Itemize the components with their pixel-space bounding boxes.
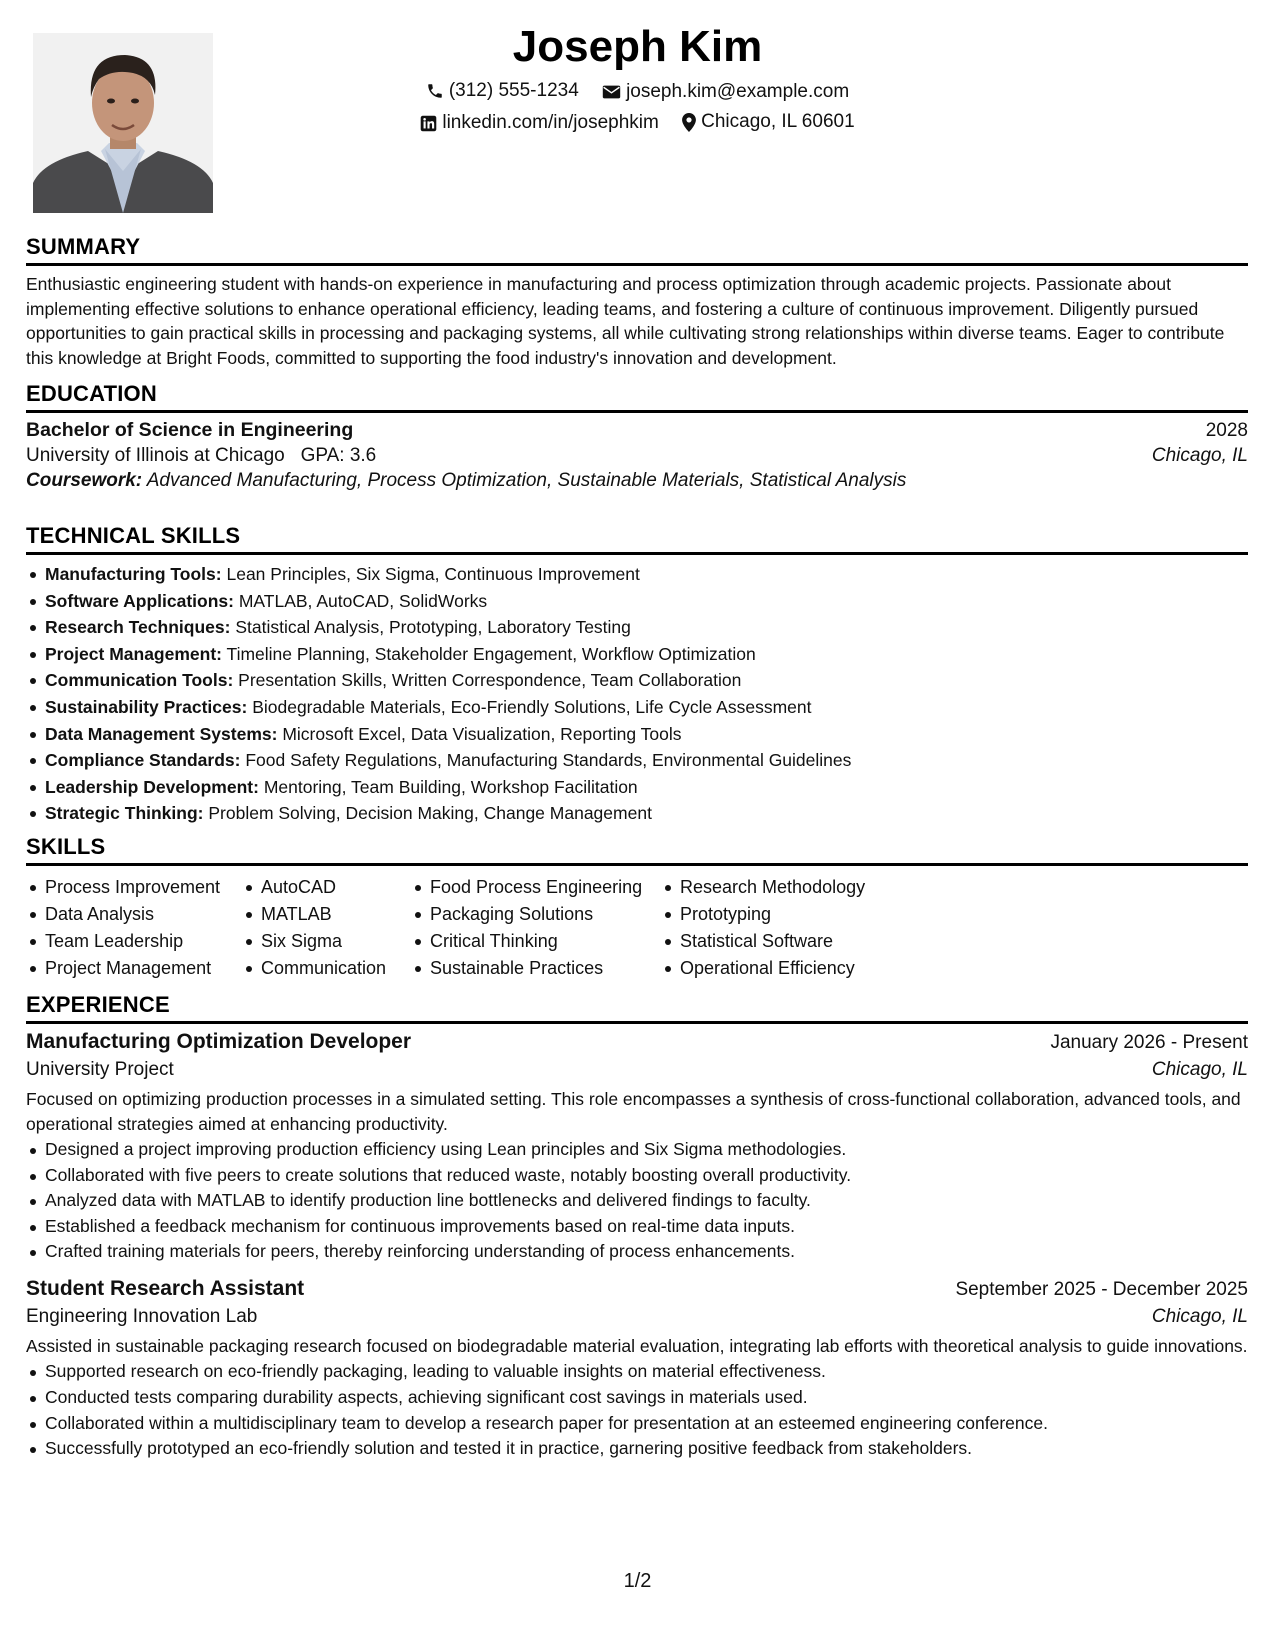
job-title: Manufacturing Optimization Developer xyxy=(26,1030,412,1053)
skill-item: Data Analysis xyxy=(45,901,242,928)
technical-skill-value: Lean Principles, Six Sigma, Continuous Improvement xyxy=(226,564,640,584)
graduation-year: 2028 xyxy=(1205,420,1248,441)
phone-item xyxy=(426,80,579,102)
summary-text: Enthusiastic engineering student with hands-on experience in manufacturing and process optimization through academic projects. Passionate about implementing effective solutions to enhance operational efficiency, leading teams, and fostering a culture of continuous improvement. Diligently pursued opportunities to gain practical skills in processing and packaging systems, all while cultivating strong relationships within diverse teams. Eager to contribute this knowledge at Bright Foods, committed to supporting the food industry's innovation and development. xyxy=(26,274,1225,368)
section-title-summary: SUMMARY xyxy=(26,234,1248,266)
technical-skill-item xyxy=(45,747,1248,774)
technical-skill-item xyxy=(45,561,1248,588)
section-title-skills: SKILLS xyxy=(26,834,1248,866)
job-bullet: Collaborated within a multidisciplinary team to develop a research paper for presentation at an esteemed engineering conference. xyxy=(45,1411,1248,1437)
skills-column xyxy=(242,874,411,982)
job-location: Chicago, IL xyxy=(1151,1059,1248,1080)
skill-item: Operational Efficiency xyxy=(680,955,911,982)
envelope-icon xyxy=(602,84,621,100)
job-location: Chicago, IL xyxy=(1151,1305,1248,1327)
email-link[interactable]: joseph.kim@example.com xyxy=(626,81,850,102)
skill-item: Packaging Solutions xyxy=(430,901,661,928)
job-title: Student Research Assistant xyxy=(26,1276,305,1300)
technical-skills-section xyxy=(26,523,1248,827)
technical-skill-item xyxy=(45,667,1248,694)
skill-item: Prototyping xyxy=(680,901,911,928)
school-name: University of Illinois at Chicago xyxy=(26,445,285,466)
technical-skill-item xyxy=(45,641,1248,668)
experience-section xyxy=(26,992,1248,1462)
job-entry xyxy=(26,1277,1248,1462)
job-bullet: Crafted training materials for peers, thereby reinforcing understanding of process enhancements. xyxy=(45,1239,1248,1265)
email-item[interactable] xyxy=(602,81,849,103)
technical-skill-value: Presentation Skills, Written Correspondence, Team Collaboration xyxy=(238,670,742,691)
skills-grid xyxy=(26,874,1248,982)
technical-skill-label: Strategic Thinking: xyxy=(45,803,204,824)
skills-column xyxy=(661,874,911,982)
skill-item: Research Methodology xyxy=(680,874,911,901)
section-title-technical-skills: TECHNICAL SKILLS xyxy=(26,523,1248,555)
section-title-education: EDUCATION xyxy=(26,381,1248,413)
technical-skill-value: Mentoring, Team Building, Workshop Facilitation xyxy=(263,776,638,797)
job-bullet: Conducted tests comparing durability aspects, achieving significant cost savings in materials used. xyxy=(45,1385,1248,1411)
technical-skill-label: Data Management Systems: xyxy=(45,723,278,744)
job-bullet: Supported research on eco-friendly packaging, leading to valuable insights on material effectiveness. xyxy=(45,1359,1248,1385)
job-organization: Engineering Innovation Lab xyxy=(26,1305,258,1327)
contact-row-1 xyxy=(0,80,1275,106)
experience-jobs xyxy=(26,1030,1248,1462)
coursework-label: Coursework: xyxy=(26,470,143,491)
technical-skill-value: Microsoft Excel, Data Visualization, Reporting Tools xyxy=(282,723,682,744)
job-bullet: Analyzed data with MATLAB to identify production line bottlenecks and delivered findings to faculty. xyxy=(45,1188,1248,1214)
technical-skill-value: Food Safety Regulations, Manufacturing Standards, Environmental Guidelines xyxy=(245,750,852,771)
job-bullet: Collaborated with five peers to create solutions that reduced waste, notably boosting overall productivity. xyxy=(45,1163,1248,1189)
job-organization: University Project xyxy=(26,1059,174,1080)
skill-item: Food Process Engineering xyxy=(430,874,661,901)
technical-skill-item xyxy=(45,588,1248,615)
coursework-list: Advanced Manufacturing, Process Optimization, Sustainable Materials, Statistical Analysis xyxy=(146,470,907,491)
skill-item: Team Leadership xyxy=(45,928,242,955)
linkedin-icon xyxy=(420,115,437,132)
job-bullet: Designed a project improving production efficiency using Lean principles and Six Sigma methodologies. xyxy=(45,1137,1248,1163)
skill-item: Critical Thinking xyxy=(430,928,661,955)
technical-skill-item xyxy=(45,800,1248,827)
linkedin-item[interactable] xyxy=(420,112,659,134)
gpa: GPA: 3.6 xyxy=(300,445,377,466)
skill-item: Project Management xyxy=(45,955,242,982)
location-text: Chicago, IL 60601 xyxy=(701,111,855,132)
technical-skill-label: Communication Tools: xyxy=(45,670,234,691)
technical-skill-value: Timeline Planning, Stakeholder Engagement, Workflow Optimization xyxy=(226,643,756,664)
job-org-row xyxy=(26,1059,1248,1081)
summary-section xyxy=(26,234,1248,370)
job-bullet: Successfully prototyped an eco-friendly solution and tested it in practice, garnering positive feedback from stakeholders. xyxy=(45,1436,1248,1462)
skills-section xyxy=(26,834,1248,982)
job-description: Focused on optimizing production processes in a simulated setting. This role encompasses a synthesis of cross-functional collaboration, advanced tools, and operational strategies aimed at enhancing productivity. xyxy=(26,1089,1241,1134)
job-bullet: Established a feedback mechanism for continuous improvements based on real-time data inputs. xyxy=(45,1214,1248,1240)
technical-skill-label: Sustainability Practices: xyxy=(45,696,248,717)
technical-skill-item xyxy=(45,614,1248,641)
skill-item: Communication xyxy=(261,955,411,982)
technical-skills-list xyxy=(26,561,1248,827)
section-title-experience: EXPERIENCE xyxy=(26,992,1248,1024)
technical-skill-label: Manufacturing Tools: xyxy=(45,564,222,584)
skills-column xyxy=(411,874,661,982)
map-pin-icon xyxy=(682,113,696,132)
school-line xyxy=(26,445,376,467)
skill-item: AutoCAD xyxy=(261,874,411,901)
page-number: 1/2 xyxy=(623,1570,652,1592)
skill-item: Sustainable Practices xyxy=(430,955,661,982)
job-description: Assisted in sustainable packaging research focused on biodegradable material evaluation, integrating lab efforts with theoretical analysis to guide innovations. xyxy=(26,1335,1248,1356)
technical-skill-value: Statistical Analysis, Prototyping, Laboratory Testing xyxy=(235,617,631,638)
technical-skill-label: Compliance Standards: xyxy=(45,750,241,771)
location-item xyxy=(682,111,855,133)
technical-skill-value: MATLAB, AutoCAD, SolidWorks xyxy=(238,590,488,611)
education-school-row xyxy=(26,445,1248,467)
technical-skill-label: Project Management: xyxy=(45,643,222,664)
technical-skill-value: Biodegradable Materials, Eco-Friendly Solutions, Life Cycle Assessment xyxy=(252,696,812,717)
education-section xyxy=(26,381,1248,492)
technical-skill-item xyxy=(45,721,1248,748)
job-entry xyxy=(26,1030,1248,1265)
linkedin-link[interactable]: linkedin.com/in/josephkim xyxy=(442,112,659,133)
job-bullets xyxy=(26,1137,1248,1265)
skill-item: Process Improvement xyxy=(45,874,242,901)
contact-row-2 xyxy=(0,111,1275,138)
technical-skill-value: Problem Solving, Decision Making, Change Management xyxy=(208,803,652,824)
job-header-row xyxy=(26,1030,1248,1054)
job-header-row xyxy=(26,1277,1248,1301)
technical-skill-label: Research Techniques: xyxy=(45,617,231,638)
technical-skill-item xyxy=(45,774,1248,801)
degree-name: Bachelor of Science in Engineering xyxy=(26,419,354,441)
technical-skill-item xyxy=(45,694,1248,721)
school-location: Chicago, IL xyxy=(1151,445,1248,466)
job-org-row xyxy=(26,1306,1248,1328)
coursework-line xyxy=(26,470,1248,492)
skills-column xyxy=(26,874,242,982)
skill-item: MATLAB xyxy=(261,901,411,928)
education-header-row xyxy=(26,419,1248,442)
skill-item: Statistical Software xyxy=(680,928,911,955)
job-bullets xyxy=(26,1359,1248,1461)
job-dates: September 2025 - December 2025 xyxy=(955,1278,1248,1300)
skill-item: Six Sigma xyxy=(261,928,411,955)
job-dates: January 2026 - Present xyxy=(1050,1032,1248,1053)
phone-icon xyxy=(426,82,444,100)
candidate-name: Joseph Kim xyxy=(512,22,763,71)
phone-text: (312) 555-1234 xyxy=(448,80,579,101)
technical-skill-label: Leadership Development: xyxy=(45,776,259,797)
technical-skill-label: Software Applications: xyxy=(45,590,234,611)
